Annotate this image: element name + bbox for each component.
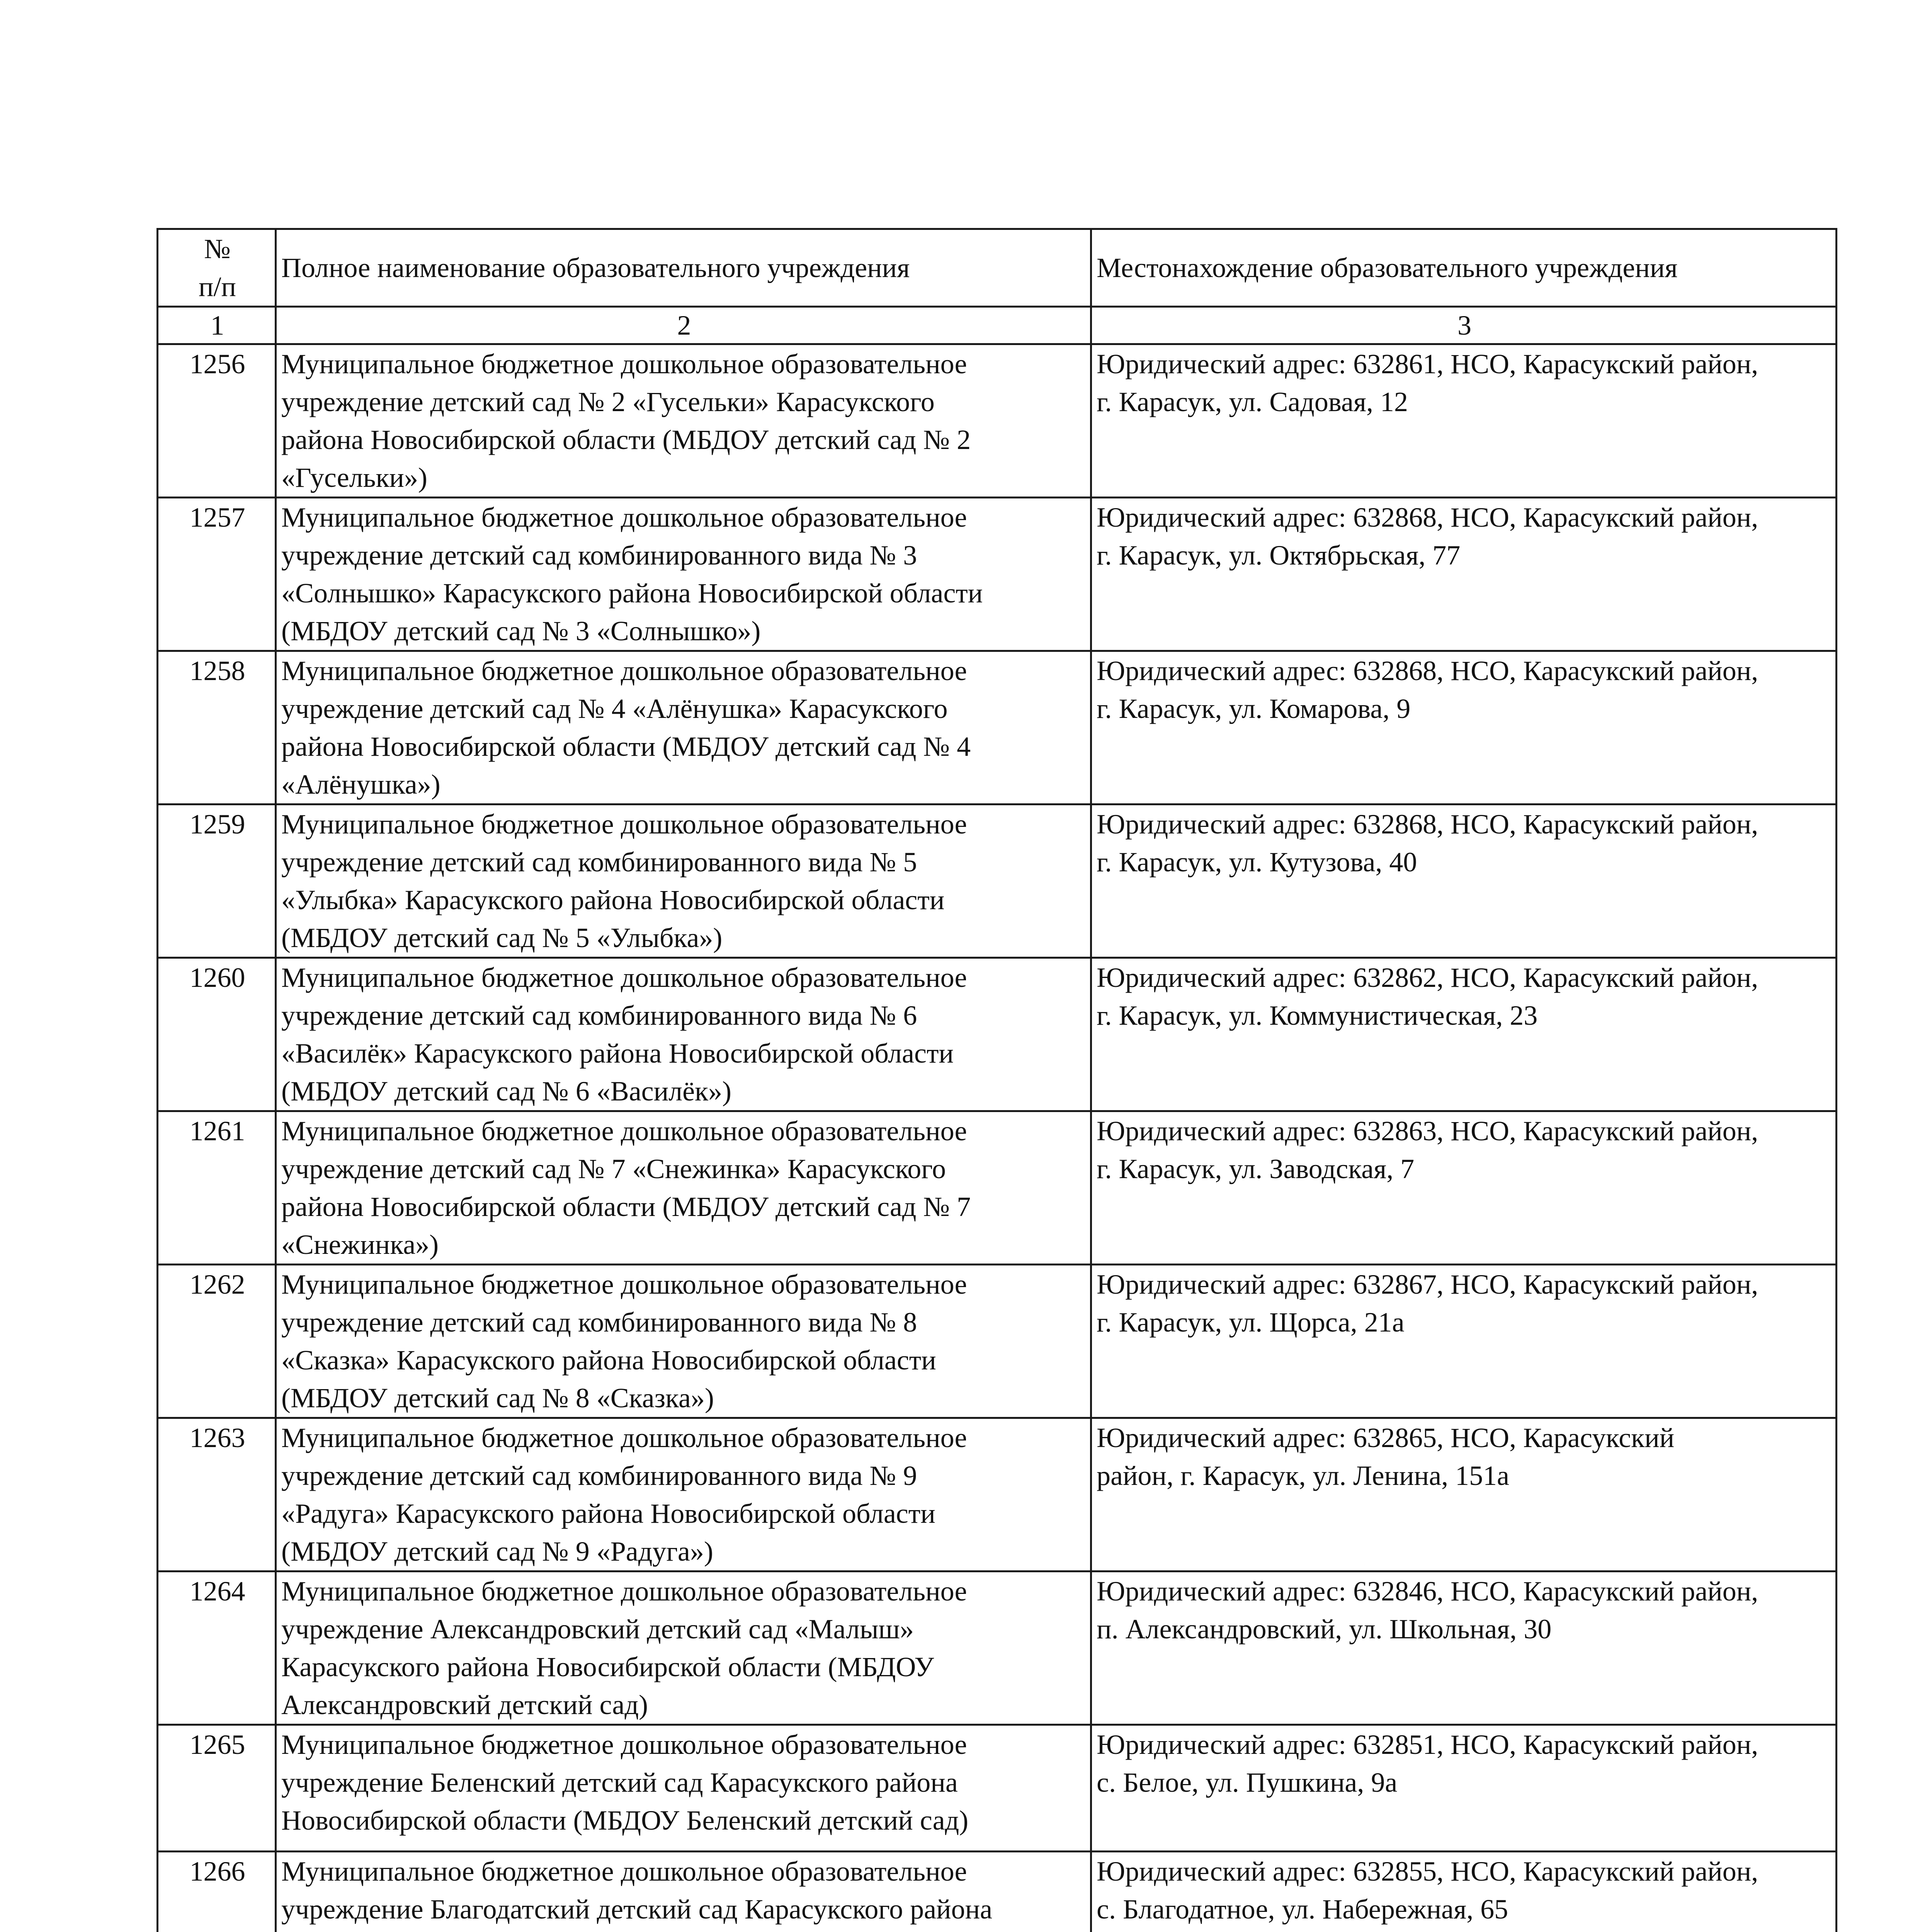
address-line: Юридический адрес: 632868, НСО, Карасукский район, <box>1097 655 1759 686</box>
column-index-3: 3 <box>1091 307 1837 344</box>
table-row <box>158 344 1837 498</box>
row-number-cell: 1266 <box>158 1852 276 1932</box>
institution-name-line: Муниципальное бюджетное дошкольное образовательное <box>281 809 967 840</box>
institution-address-cell <box>1091 1418 1837 1571</box>
institution-name-line: учреждение Александровский детский сад «Малыш» <box>281 1614 914 1645</box>
table-body <box>158 229 1837 1932</box>
header-number-cell <box>158 229 276 307</box>
institution-name-line: (МБДОУ детский сад № 8 «Сказка») <box>281 1383 714 1413</box>
institution-name-line: Александровский детский сад) <box>281 1689 648 1720</box>
table-row <box>158 1265 1837 1418</box>
institution-name-cell <box>276 1418 1091 1571</box>
row-number-cell: 1265 <box>158 1725 276 1852</box>
institution-name-line: Муниципальное бюджетное дошкольное образовательное <box>281 1422 967 1453</box>
institution-address-cell <box>1091 1852 1837 1932</box>
header-number-symbol: № <box>204 233 231 264</box>
address-line: г. Карасук, ул. Октябрьская, 77 <box>1097 540 1461 571</box>
institution-name-line: учреждение детский сад комбинированного вида № 3 <box>281 540 917 571</box>
address-line: г. Карасук, ул. Коммунистическая, 23 <box>1097 1000 1538 1031</box>
address-line: Юридический адрес: 632867, НСО, Карасукский район, <box>1097 1269 1759 1300</box>
table-row <box>158 1852 1837 1932</box>
row-number-cell: 1259 <box>158 804 276 958</box>
institution-name-line: Карасукского района Новосибирской области (МБДОУ <box>281 1651 934 1682</box>
address-line: с. Благодатное, ул. Набережная, 65 <box>1097 1894 1509 1925</box>
address-line: Юридический адрес: 632868, НСО, Карасукский район, <box>1097 502 1759 533</box>
address-line: г. Карасук, ул. Комарова, 9 <box>1097 693 1411 724</box>
header-name-cell: Полное наименование образовательного учреждения <box>276 229 1091 307</box>
institution-name-line: «Улыбка» Карасукского района Новосибирской области <box>281 884 945 915</box>
institution-name-line: учреждение Беленский детский сад Карасукского района <box>281 1767 958 1798</box>
address-line: Юридический адрес: 632851, НСО, Карасукский район, <box>1097 1729 1759 1760</box>
institution-name-line: Муниципальное бюджетное дошкольное образовательное <box>281 349 967 379</box>
institution-address-cell <box>1091 498 1837 651</box>
table-row <box>158 804 1837 958</box>
row-number-cell: 1260 <box>158 958 276 1111</box>
institution-name-line: Новосибирской области (МБДОУ Беленский детский сад) <box>281 1805 969 1836</box>
row-number-cell: 1263 <box>158 1418 276 1571</box>
institution-name-line: «Сказка» Карасукского района Новосибирской области <box>281 1345 936 1376</box>
institution-name-line: Муниципальное бюджетное дошкольное образовательное <box>281 1856 967 1887</box>
institution-name-cell <box>276 1852 1091 1932</box>
institution-name-line: Муниципальное бюджетное дошкольное образовательное <box>281 962 967 993</box>
address-line: с. Белое, ул. Пушкина, 9а <box>1097 1767 1398 1798</box>
institution-name-line: учреждение детский сад комбинированного вида № 8 <box>281 1307 917 1338</box>
address-line: п. Александровский, ул. Школьная, 30 <box>1097 1614 1552 1645</box>
address-line: район, г. Карасук, ул. Ленина, 151а <box>1097 1460 1509 1491</box>
institution-name-line: учреждение детский сад № 2 «Гусельки» Карасукского <box>281 386 935 417</box>
institution-name-line: (МБДОУ детский сад № 5 «Улыбка») <box>281 922 723 953</box>
institution-name-line: района Новосибирской области (МБДОУ детский сад № 2 <box>281 424 971 455</box>
institution-name-cell <box>276 1725 1091 1852</box>
column-index-row <box>158 307 1837 344</box>
address-line: Юридический адрес: 632865, НСО, Карасукский <box>1097 1422 1675 1453</box>
address-line: г. Карасук, ул. Садовая, 12 <box>1097 386 1408 417</box>
institution-name-line: Муниципальное бюджетное дошкольное образовательное <box>281 1576 967 1607</box>
institution-name-line: учреждение детский сад комбинированного вида № 5 <box>281 847 917 878</box>
institution-name-cell <box>276 804 1091 958</box>
address-line: Юридический адрес: 632861, НСО, Карасукский район, <box>1097 349 1759 379</box>
header-number-abbrev: п/п <box>198 271 236 302</box>
institution-name-cell <box>276 344 1091 498</box>
institution-name-line: (МБДОУ детский сад № 3 «Солнышко») <box>281 616 761 646</box>
address-line: Юридический адрес: 632855, НСО, Карасукский район, <box>1097 1856 1759 1887</box>
institution-address-cell <box>1091 1111 1837 1265</box>
row-number-cell: 1264 <box>158 1571 276 1725</box>
institution-name-line: «Солнышко» Карасукского района Новосибирской области <box>281 578 983 609</box>
institution-name-line: учреждение детский сад комбинированного вида № 9 <box>281 1460 917 1491</box>
institution-address-cell <box>1091 651 1837 804</box>
header-location-cell: Местонахождение образовательного учреждения <box>1091 229 1837 307</box>
row-number-cell: 1256 <box>158 344 276 498</box>
institution-name-cell <box>276 1265 1091 1418</box>
institution-address-cell <box>1091 958 1837 1111</box>
address-line: г. Карасук, ул. Заводская, 7 <box>1097 1153 1415 1184</box>
institution-name-cell <box>276 958 1091 1111</box>
row-number-cell: 1262 <box>158 1265 276 1418</box>
institution-name-line: Муниципальное бюджетное дошкольное образовательное <box>281 655 967 686</box>
institution-name-cell <box>276 1111 1091 1265</box>
table-row <box>158 498 1837 651</box>
institution-name-line: учреждение детский сад № 4 «Алёнушка» Карасукского <box>281 693 948 724</box>
institution-address-cell <box>1091 804 1837 958</box>
institution-name-line: района Новосибирской области (МБДОУ детский сад № 4 <box>281 731 971 762</box>
institution-name-cell <box>276 1571 1091 1725</box>
row-number-cell: 1261 <box>158 1111 276 1265</box>
address-line: Юридический адрес: 632868, НСО, Карасукский район, <box>1097 809 1759 840</box>
column-index-2: 2 <box>276 307 1091 344</box>
table-row <box>158 958 1837 1111</box>
address-line: Юридический адрес: 632862, НСО, Карасукский район, <box>1097 962 1759 993</box>
table-row <box>158 1111 1837 1265</box>
address-line: Юридический адрес: 632863, НСО, Карасукский район, <box>1097 1116 1759 1146</box>
institution-name-line: «Гусельки») <box>281 462 427 493</box>
table-row <box>158 651 1837 804</box>
institution-name-cell <box>276 651 1091 804</box>
institution-name-line: «Радуга» Карасукского района Новосибирской области <box>281 1498 935 1529</box>
institution-address-cell <box>1091 344 1837 498</box>
institution-name-line: (МБДОУ детский сад № 6 «Василёк») <box>281 1076 732 1107</box>
institution-name-line: «Снежинка») <box>281 1229 439 1260</box>
address-line: г. Карасук, ул. Щорса, 21а <box>1097 1307 1405 1338</box>
table-row <box>158 1418 1837 1571</box>
column-index-1: 1 <box>158 307 276 344</box>
institution-address-cell <box>1091 1571 1837 1725</box>
institution-name-line: учреждение Благодатский детский сад Карасукского района <box>281 1894 993 1925</box>
institution-address-cell <box>1091 1265 1837 1418</box>
row-number-cell: 1258 <box>158 651 276 804</box>
header-row <box>158 229 1837 307</box>
institution-name-line: Муниципальное бюджетное дошкольное образовательное <box>281 1116 967 1146</box>
institution-name-line: района Новосибирской области (МБДОУ детский сад № 7 <box>281 1191 971 1222</box>
table-row <box>158 1571 1837 1725</box>
institutions-table <box>156 228 1837 1932</box>
row-number-cell: 1257 <box>158 498 276 651</box>
institution-name-line: «Алёнушка») <box>281 769 440 800</box>
institution-name-line: Муниципальное бюджетное дошкольное образовательное <box>281 502 967 533</box>
institution-name-line: «Василёк» Карасукского района Новосибирской области <box>281 1038 954 1069</box>
institution-name-line <box>281 1928 1087 1932</box>
address-line: г. Карасук, ул. Кутузова, 40 <box>1097 847 1417 878</box>
institution-name-cell <box>276 498 1091 651</box>
institution-name-line: (МБДОУ детский сад № 9 «Радуга») <box>281 1536 713 1567</box>
institution-address-cell <box>1091 1725 1837 1852</box>
table-row <box>158 1725 1837 1852</box>
institution-name-line: учреждение детский сад комбинированного вида № 6 <box>281 1000 917 1031</box>
institution-name-line: Муниципальное бюджетное дошкольное образовательное <box>281 1269 967 1300</box>
institution-name-line: учреждение детский сад № 7 «Снежинка» Карасукского <box>281 1153 946 1184</box>
institution-name-line: Муниципальное бюджетное дошкольное образовательное <box>281 1729 967 1760</box>
address-line: Юридический адрес: 632846, НСО, Карасукский район, <box>1097 1576 1759 1607</box>
